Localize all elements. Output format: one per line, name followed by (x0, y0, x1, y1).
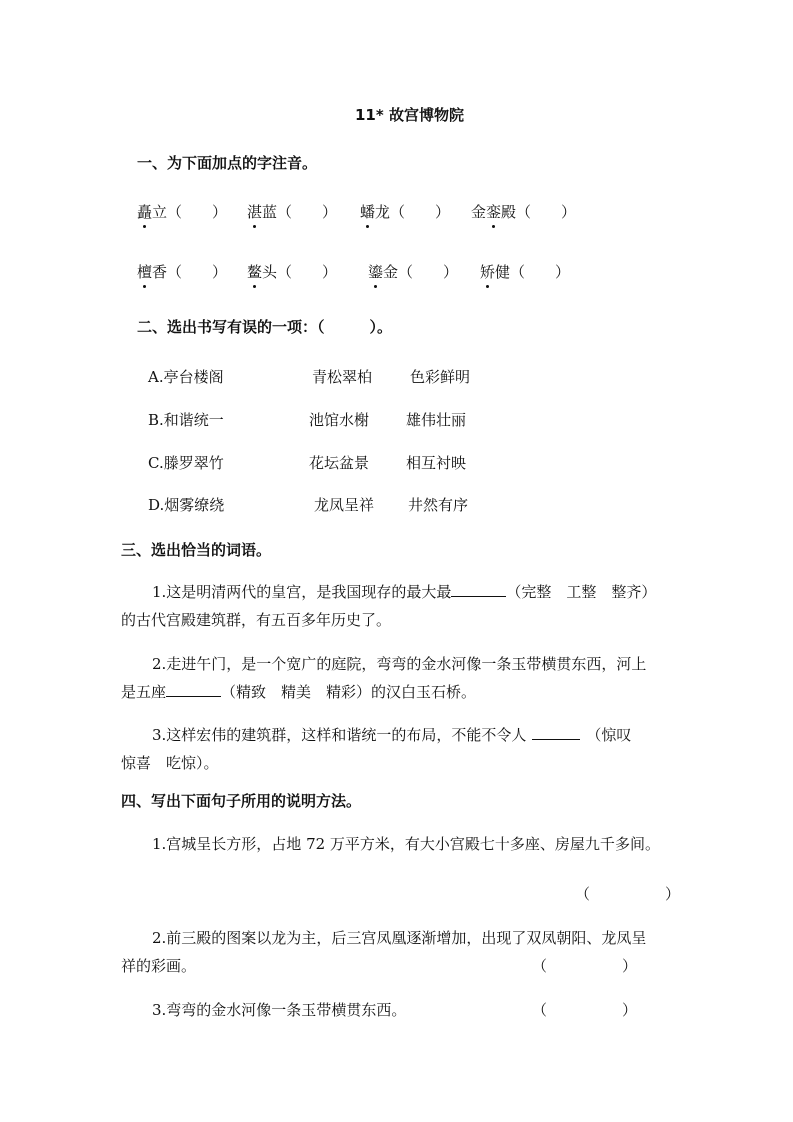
question-text: 1.宫城呈长方形，占地 72 万平方米，有大小宫殿七十多座、房屋九千多间。 (152, 835, 660, 853)
answer-blank[interactable] (451, 582, 506, 597)
question-text: 的古代宫殿建筑群，有五百多年历史了。 (121, 611, 392, 629)
question-text: 2.走进午门，是一个宽广的庭院，弯弯的金水河像一条玉带横贯东西，河上 (152, 655, 647, 673)
pinyin-item: 金銮殿（ ） (471, 203, 577, 221)
question-text: 3.这样宏伟的建筑群，这样和谐统一的布局，不能不令人 （惊叹 (152, 726, 632, 744)
question-text: 是五座 （精致 精美 精彩）的汉白玉石桥。 (121, 683, 477, 701)
option-c-word-1: C.滕罗翠竹 (148, 454, 224, 472)
option-b-word-1: B.和谐统一 (148, 411, 224, 429)
answer-parentheses[interactable]: （ ） (532, 1001, 638, 1019)
section-1-heading: 一、为下面加点的字注音。 (137, 154, 318, 172)
option-b-word-3: 雄伟壮丽 (406, 411, 467, 429)
option-a-word-1: A.亭台楼阁 (148, 368, 224, 386)
pinyin-item: 鳌头（ ） (247, 263, 338, 281)
option-a-word-2: 青松翠柏 (312, 368, 373, 386)
option-d-word-2: 龙凤呈祥 (314, 496, 375, 514)
pinyin-item: 蟠龙（ ） (360, 203, 451, 221)
pinyin-item: 矫健（ ） (480, 263, 571, 281)
question-text: 惊喜 吃惊）。 (121, 754, 219, 772)
answer-blank[interactable] (166, 682, 221, 697)
section-4-heading: 四、写出下面句子所用的说明方法。 (121, 792, 362, 810)
question-text: 1.这是明清两代的皇宫，是我国现存的最大最 （完整 工整 整齐） (152, 583, 657, 601)
section-2-heading: 二、选出书写有误的一项：（ ）。 (137, 318, 393, 336)
pinyin-item: 鎏金（ ） (368, 263, 459, 281)
option-c-word-3: 相互衬映 (406, 454, 467, 472)
answer-parentheses[interactable]: （ ） (532, 957, 638, 975)
answer-blank[interactable] (532, 725, 580, 740)
pinyin-item: 湛蓝（ ） (247, 203, 338, 221)
answer-parentheses[interactable]: （ ） (575, 885, 681, 903)
option-d-word-1: D.烟雾缭绕 (148, 496, 225, 514)
option-d-word-3: 井然有序 (408, 496, 469, 514)
option-a-word-3: 色彩鲜明 (410, 368, 471, 386)
question-text: 3.弯弯的金水河像一条玉带横贯东西。 (152, 1001, 407, 1019)
option-b-word-2: 池馆水榭 (309, 411, 370, 429)
question-text: 2.前三殿的图案以龙为主，后三宫凤凰逐渐增加，出现了双凤朝阳、龙凤呈 (152, 929, 647, 947)
question-text: 祥的彩画。 (121, 957, 197, 975)
pinyin-item: 檀香（ ） (137, 263, 228, 281)
pinyin-item: 矗立（ ） (137, 203, 228, 221)
section-3-heading: 三、选出恰当的词语。 (121, 541, 272, 559)
option-c-word-2: 花坛盆景 (309, 454, 370, 472)
page-title: 11* 故宫博物院 (355, 106, 464, 124)
